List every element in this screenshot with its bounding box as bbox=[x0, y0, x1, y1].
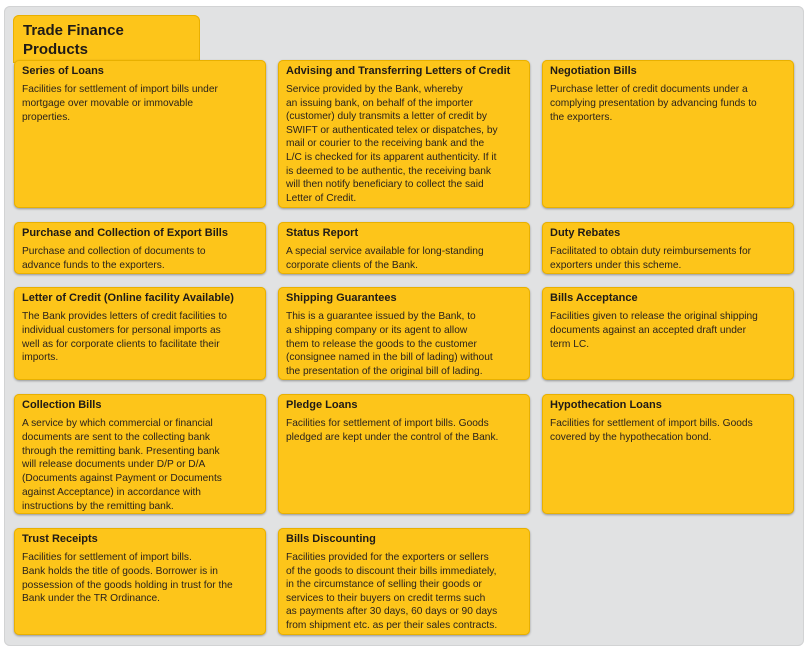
card-bills-acceptance bbox=[542, 287, 794, 380]
card-bills-discounting bbox=[278, 528, 530, 635]
card-description: Purchase letter of credit documents under a complying presentation by advancing funds to the exporters. bbox=[550, 84, 757, 123]
card-description: Facilities provided for the exporters or sellers of the goods to discount their bills immediately, in the circumstance of selling their goods or services to their buyers on credit terms such as payments after 30 days, 60 days or 90 days from shipment etc. as per their sales contracts. bbox=[286, 552, 498, 631]
card-title: Collection Bills bbox=[22, 399, 102, 411]
card-shipping-guarantees bbox=[278, 287, 530, 380]
card-description: Facilities for settlement of import bills. Bank holds the title of goods. Borrower is in possession of the goods holding in trust for the Bank under the TR Ordinance. bbox=[22, 552, 233, 605]
card-description: Facilities for settlement of import bills. Goods covered by the hypothecation bond. bbox=[550, 418, 753, 443]
card-title: Series of Loans bbox=[22, 65, 104, 77]
card-description: Facilitated to obtain duty reimbursements for exporters under this scheme. bbox=[550, 246, 752, 271]
card-title: Status Report bbox=[286, 227, 359, 239]
card-description: The Bank provides letters of credit facilities to individual customers for personal imports as well as for corporate clients to facilitate their imports. bbox=[22, 311, 227, 364]
card-title: Negotiation Bills bbox=[550, 65, 637, 77]
card-description: Service provided by the Bank, whereby an issuing bank, on behalf of the importer (customer) duly transmits a letter of credit by SWIFT or authenticated telex or dispatches, by mail or courier to the receiving bank and the L/C is checked for its apparent authenticity. If it is deemed to be authentic, the receiving bank will then notify beneficiary to collect the said Letter of Credit. bbox=[286, 84, 498, 204]
card-pledge-loans bbox=[278, 394, 530, 514]
card-description: A service by which commercial or financial documents are sent to the collecting bank through the remitting bank. Presenting bank will release documents under D/P or D/A (Documents against Payment or Documents against Acceptance) in accordance with instructions by the remitting bank. bbox=[22, 418, 222, 512]
card-duty-rebates bbox=[542, 222, 794, 274]
card-letter-of-credit bbox=[14, 287, 266, 380]
card-title: Pledge Loans bbox=[286, 399, 358, 411]
card-title: Trust Receipts bbox=[22, 533, 98, 545]
title-line-2: Products bbox=[23, 41, 89, 58]
card-description: Facilities for settlement of import bills under mortgage over movable or immovable properties. bbox=[22, 84, 218, 123]
card-description: Facilities given to release the original shipping documents against an accepted draft under term LC. bbox=[550, 311, 758, 350]
card-description: Purchase and collection of documents to advance funds to the exporters. bbox=[22, 246, 206, 271]
card-title: Bills Acceptance bbox=[550, 292, 638, 304]
title-line-1: Trade Finance bbox=[23, 22, 124, 39]
card-description: This is a guarantee issued by the Bank, to a shipping company or its agent to allow them to release the goods to the customer (consignee named in the bill of lading) without the presentation of the original bill of lading. bbox=[286, 311, 493, 378]
card-purchase-collection-export-bills bbox=[14, 222, 266, 274]
card-description: A special service available for long-standing corporate clients of the Bank. bbox=[286, 246, 484, 271]
card-title: Duty Rebates bbox=[550, 227, 621, 239]
card-advising-transferring-lc bbox=[278, 60, 530, 208]
card-title: Letter of Credit (Online facility Available) bbox=[22, 292, 234, 304]
card-collection-bills bbox=[14, 394, 266, 514]
page-title bbox=[13, 15, 200, 63]
card-trust-receipts bbox=[14, 528, 266, 635]
card-description: Facilities for settlement of import bills. Goods pledged are kept under the control of the Bank. bbox=[286, 418, 499, 443]
card-series-of-loans bbox=[14, 60, 266, 208]
card-negotiation-bills bbox=[542, 60, 794, 208]
card-title: Hypothecation Loans bbox=[550, 399, 662, 411]
card-title: Shipping Guarantees bbox=[286, 292, 397, 304]
card-title: Purchase and Collection of Export Bills bbox=[22, 227, 228, 239]
card-hypothecation-loans bbox=[542, 394, 794, 514]
card-status-report bbox=[278, 222, 530, 274]
card-title: Advising and Transferring Letters of Credit bbox=[286, 65, 511, 77]
card-title: Bills Discounting bbox=[286, 533, 376, 545]
